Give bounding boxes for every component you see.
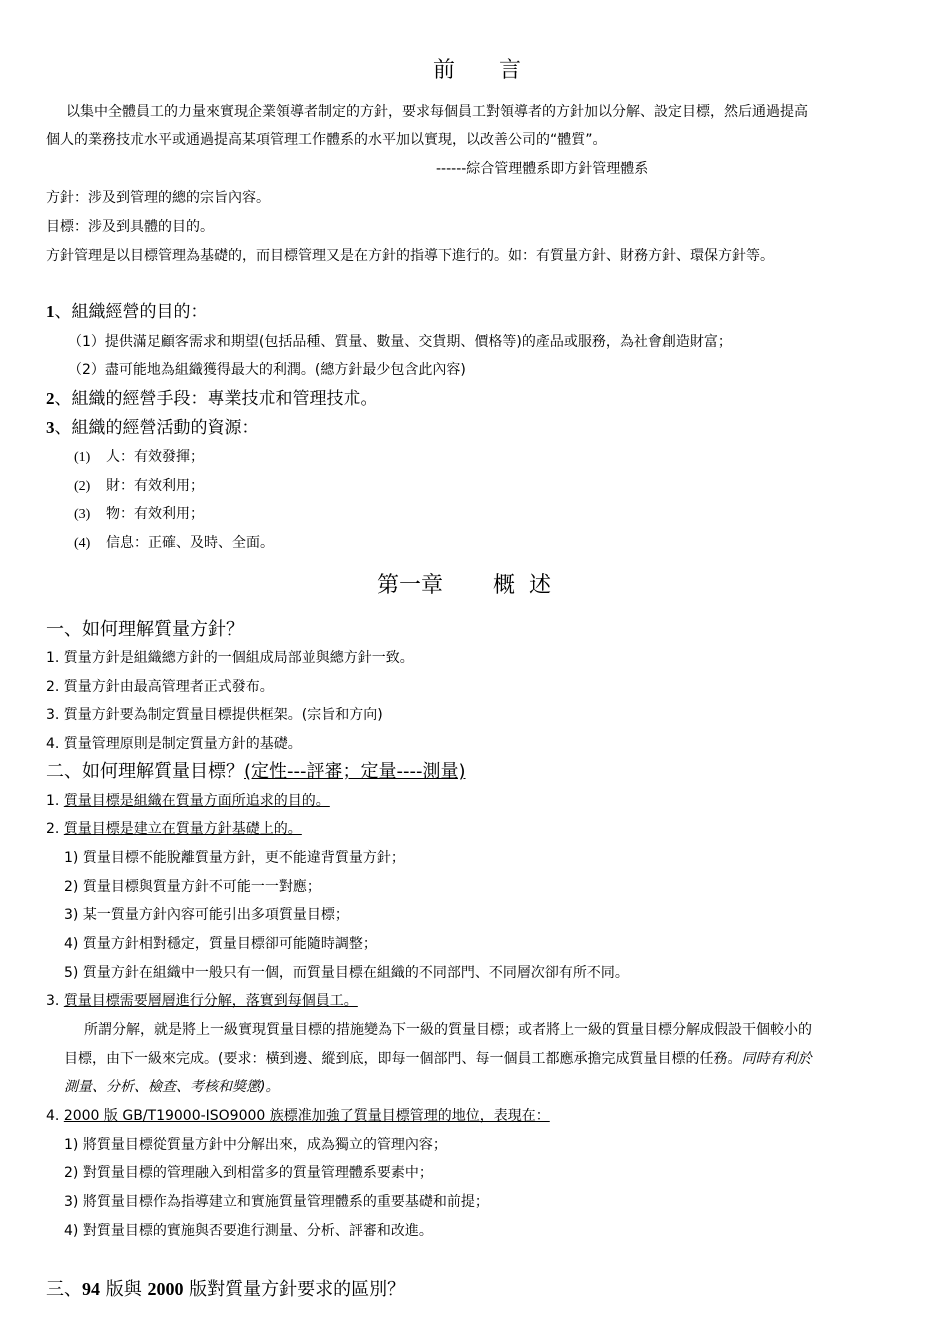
- preface-paragraph-line-2: 個人的業務技朮水平或通過提高某項管理工作體系的水平加以實現，以改善公司的“體質”。: [46, 132, 607, 148]
- section-2-item-3: [46, 991, 358, 1011]
- section-2-item-2: [46, 819, 302, 839]
- decomposition-paragraph-line-2: [64, 1049, 811, 1069]
- preface-paragraph-line-1: 以集中全體員工的力量來實現企業領導者制定的方針，要求每個員工對領導者的方針加以分解、設定目標，然后通過提高: [66, 104, 808, 120]
- resource-item: [74, 447, 204, 468]
- resource-number: (3): [74, 507, 91, 522]
- section-2-item-4: [46, 1106, 550, 1126]
- resource-item: [74, 476, 204, 497]
- org-heading-1-text: 、組織經營的目的：: [54, 302, 208, 322]
- resource-number: (4): [74, 536, 91, 551]
- section-2-item-4-subitem: 3) 將質量目標作為指導建立和實施質量管理體系的重要基礎和前提；: [64, 1194, 489, 1210]
- section-1-item: 1. 質量方針是組織總方針的一個組成局部並與總方針一致。: [46, 650, 414, 666]
- preface-title: [433, 58, 523, 84]
- item-number: 1.: [46, 793, 64, 809]
- section-3-heading: [46, 1279, 405, 1300]
- chapter-title: [377, 572, 551, 600]
- definition-policy: 方針：涉及到管理的總的宗旨內容。: [46, 190, 270, 206]
- section-1-heading: 一、如何理解質量方針？: [46, 619, 244, 640]
- definition-goal: 目標：涉及到具體的目的。: [46, 219, 214, 235]
- section-2-subitem: 5) 質量方針在組織中一般只有一個，而質量目標在組織的不同部門、不同層次卻有所不同。: [64, 965, 629, 981]
- item-number: 4.: [46, 1108, 64, 1124]
- section-1-item: 4. 質量管理原則是制定質量方針的基礎。: [46, 736, 302, 752]
- policy-goal-relation: 方針管理是以目標管理為基礎的，而目標管理又是在方針的指導下進行的。如：有質量方針、財務方針、環保方針等。: [46, 248, 774, 264]
- section-1-item: 2. 質量方針由最高管理者正式發布。: [46, 679, 274, 695]
- section-2-heading-text: 二、如何理解質量目標？: [46, 761, 244, 782]
- org-heading-3-number: 3: [46, 418, 55, 437]
- section-1-item: 3. 質量方針要為制定質量目標提供框架。(宗旨和方向): [46, 707, 383, 723]
- item-text: 2000 版 GB/T19000-ISO9000 族標准加強了質量目標管理的地位，表現在：: [63, 1108, 550, 1124]
- resource-number: (1): [74, 450, 91, 465]
- org-goal-item-1: （1）提供滿足顧客需求和期望(包括品種、質量、數量、交貨期、價格等)的產品或服務，為社會創造財富；: [68, 334, 732, 350]
- resource-item: [74, 533, 274, 554]
- org-heading-3-text: 、組織的經營活動的資源：: [54, 418, 259, 438]
- section-2-subitem: 3) 某一質量方針內容可能引出多項質量目標；: [64, 907, 349, 923]
- resource-text: 信息：正確、及時、全面。: [106, 535, 274, 551]
- section-2-subitem: 1) 質量目標不能脫離質量方針，更不能違背質量方針；: [64, 850, 405, 866]
- decomposition-text: 目標，由下一級來完成。(要求：橫到邊、縱到底，即每一個部門、每一個員工都應承擔完成質量目標的任務。: [64, 1051, 742, 1067]
- org-heading-3: [46, 418, 259, 438]
- resource-text: 物：有效利用；: [106, 506, 204, 522]
- item-number: 2.: [46, 821, 64, 837]
- section-2-heading: [46, 762, 466, 782]
- decomposition-paragraph-line-1: 所謂分解，就是將上一級實現質量目標的措施變為下一級的質量目標；或者將上一級的質量目標分解成假設干個較小的: [84, 1022, 812, 1038]
- chapter-name: 概 述: [493, 573, 552, 598]
- org-heading-2-text: 、組織的經營手段：專業技朮和管理技朮。: [54, 389, 378, 409]
- org-heading-1-number: 1: [46, 302, 55, 321]
- section-2-item-4-subitem: 4) 對質量目標的實施與否要進行測量、分析、評審和改進。: [64, 1223, 433, 1239]
- preface-attribution: ------綜合管理體系即方針管理體系: [436, 161, 649, 177]
- section-2-heading-note: (定性---評審；定量----測量): [244, 761, 466, 782]
- section-2-subitem: 4) 質量方針相對穩定，質量目標卻可能隨時調整；: [64, 936, 377, 952]
- section-3-heading-suffix: 版對質量方針要求的區別？: [183, 1279, 406, 1300]
- section-2-item-4-subitem: 1) 將質量目標從質量方針中分解出來，成為獨立的管理內容；: [64, 1137, 447, 1153]
- resource-item: [74, 504, 204, 525]
- item-text: 質量目標需要層層進行分解，落實到每個員工。: [63, 993, 358, 1009]
- resource-text: 財：有效利用；: [106, 478, 204, 494]
- section-3-heading-year-1: 94: [82, 1279, 100, 1299]
- section-2-subitem: 2) 質量目標與質量方針不可能一一對應；: [64, 879, 321, 895]
- org-heading-1: [46, 302, 208, 322]
- resource-text: 人：有效發揮；: [106, 449, 204, 465]
- org-heading-2-number: 2: [46, 389, 55, 408]
- section-3-heading-mid: 版與: [100, 1279, 148, 1300]
- org-heading-2: [46, 389, 378, 409]
- section-3-heading-year-2: 2000: [147, 1279, 184, 1299]
- preface-title-char-1: 前: [433, 58, 458, 83]
- section-2-item-4-subitem: 2) 對質量目標的管理融入到相當多的質量管理體系要素中；: [64, 1165, 433, 1181]
- preface-title-char-2: 言: [499, 58, 524, 83]
- decomposition-italic-text: 同時有利於: [741, 1051, 812, 1067]
- org-goal-item-2: （2）盡可能地為組織獲得最大的利潤。(總方針最少包含此內容): [68, 362, 466, 378]
- decomposition-paragraph-line-3: 測量、分析、檢查、考核和獎懲)。: [64, 1079, 280, 1095]
- section-3-heading-prefix: 三、: [46, 1279, 82, 1300]
- section-2-item-1: [46, 791, 330, 811]
- item-text: 質量目標是組織在質量方面所追求的目的。: [63, 793, 330, 809]
- resource-number: (2): [74, 479, 91, 494]
- chapter-number: 第一章: [377, 573, 444, 598]
- item-text: 質量目標是建立在質量方針基礎上的。: [63, 821, 302, 837]
- item-number: 3.: [46, 993, 64, 1009]
